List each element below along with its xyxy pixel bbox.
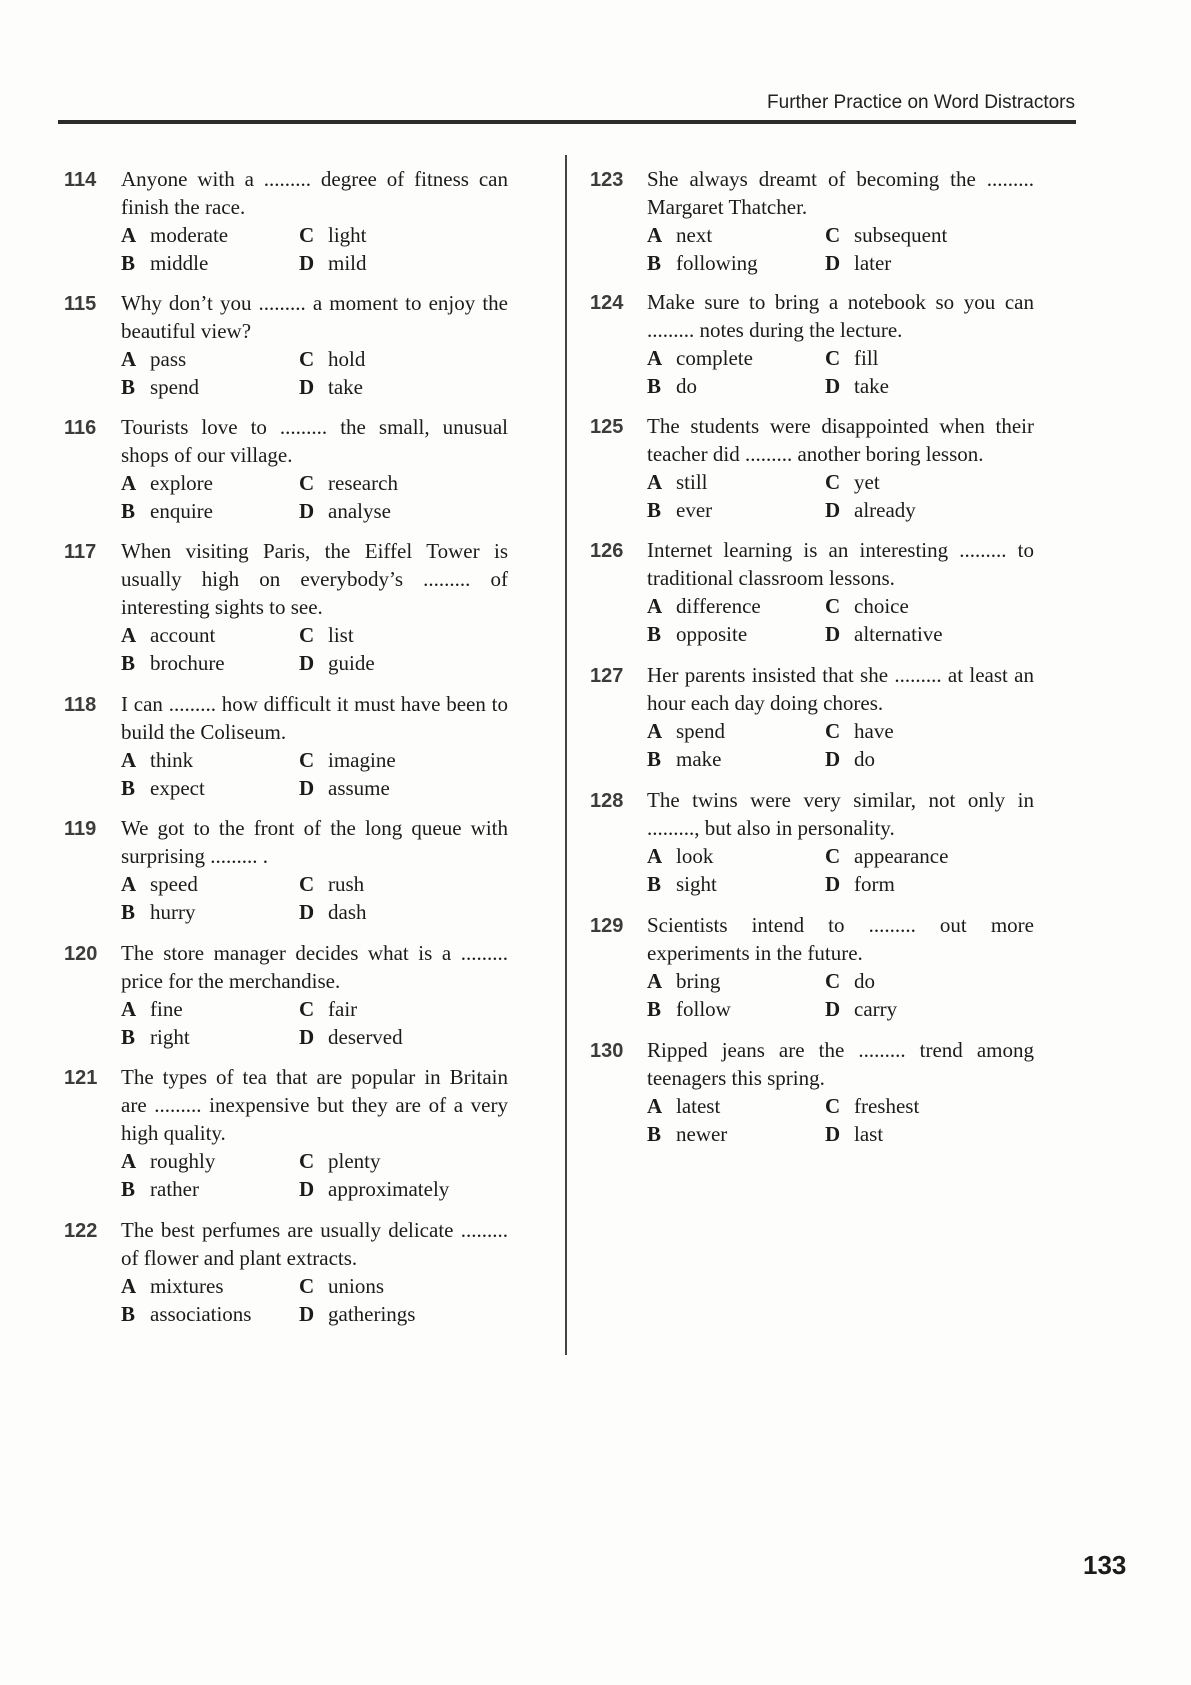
option-letter: A [121,347,137,371]
option-letter: B [121,1177,136,1201]
option-a [647,842,825,870]
option-letter: A [121,223,137,247]
option-letter: C [299,872,315,896]
option-b [647,372,825,400]
option-letter: B [121,251,136,275]
option-text: spend [150,375,199,399]
option-letter: B [121,776,136,800]
option-c [825,221,1055,249]
option-d [299,373,529,401]
left-column [64,153,508,1328]
option-text: rush [328,872,365,896]
option-text: yet [854,470,880,494]
option-b [647,995,825,1023]
option-d [299,649,529,677]
question-126 [590,536,1034,648]
option-letter: A [121,1149,137,1173]
option-letter: A [121,623,137,647]
option-letter: C [825,844,841,868]
question-118 [64,690,508,802]
option-text: list [328,623,354,647]
option-a [121,1147,299,1175]
option-letter: A [121,872,137,896]
option-letter: D [825,1122,841,1146]
option-text: look [676,844,714,868]
option-c [299,1147,529,1175]
option-letter: D [825,374,841,398]
question-122 [64,1216,508,1328]
question-number: 116 [64,417,97,439]
option-c [299,221,529,249]
question-stem: When visiting Paris, the Eiffel Tower is usually high on everybody’s ......... of interesting sights to see. [121,539,508,619]
question-number: 118 [64,694,97,716]
option-text: later [854,251,892,275]
option-c [825,592,1055,620]
option-text: dash [328,900,367,924]
question-number: 126 [590,540,624,562]
option-letter: B [647,997,662,1021]
option-letter: D [299,375,315,399]
question-number: 129 [590,915,624,937]
option-text: do [676,374,697,398]
question-128 [590,786,1034,898]
option-a [647,468,825,496]
option-letter: C [299,223,315,247]
option-b [647,496,825,524]
option-b [121,774,299,802]
page-number: 133 [1083,1550,1127,1580]
answer-options [647,221,1034,277]
option-text: rather [150,1177,199,1201]
question-stem: The store manager decides what is a ......... price for the merchandise. [121,941,508,993]
option-text: spend [676,719,725,743]
option-b [121,649,299,677]
option-text: make [676,747,722,771]
option-letter: B [121,1302,136,1326]
option-d [299,249,529,277]
answer-options [121,345,508,401]
question-number: 115 [64,293,97,315]
option-letter: B [647,747,662,771]
option-letter: D [299,1177,315,1201]
option-c [825,967,1055,995]
option-letter: C [825,346,841,370]
option-letter: D [825,747,841,771]
running-head: Further Practice on Word Distractors [767,92,1075,113]
option-c [299,746,529,774]
question-120 [64,939,508,1051]
answer-options [647,1092,1034,1148]
option-text: right [150,1025,190,1049]
option-letter: D [825,251,841,275]
question-stem: She always dreamt of becoming the ......... Margaret Thatcher. [647,167,1034,219]
option-b [121,1023,299,1051]
option-text: brochure [150,651,225,675]
option-text: explore [150,471,213,495]
option-c [825,468,1055,496]
option-d [825,1120,1055,1148]
option-text: research [328,471,398,495]
question-number: 127 [590,665,624,687]
option-text: account [150,623,216,647]
question-130 [590,1036,1034,1148]
option-text: assume [328,776,390,800]
option-d [299,774,529,802]
option-text: ever [676,498,713,522]
answer-options [647,717,1034,773]
answer-options [121,221,508,277]
option-letter: C [299,623,315,647]
option-letter: B [647,498,662,522]
option-letter: C [825,223,841,247]
option-letter: D [299,776,315,800]
answer-options [121,469,508,525]
option-d [299,1175,529,1203]
option-text: associations [150,1302,252,1326]
header-rule [58,120,1076,124]
option-text: already [854,498,916,522]
option-a [121,621,299,649]
option-b [121,1300,299,1328]
question-stem: The students were disappointed when their teacher did ......... another boring lesson. [647,414,1034,466]
answer-options [121,870,508,926]
question-stem: The twins were very similar, not only in ........., but also in personality. [647,788,1034,840]
option-text: bring [676,969,721,993]
option-letter: D [825,622,841,646]
option-letter: B [647,1122,662,1146]
option-d [299,497,529,525]
option-letter: B [121,1025,136,1049]
option-b [121,249,299,277]
question-stem: Anyone with a ......... degree of fitness can finish the race. [121,167,508,219]
option-letter: C [825,594,841,618]
question-number: 125 [590,416,624,438]
option-b [121,898,299,926]
option-letter: A [121,471,137,495]
option-text: fill [854,346,879,370]
question-119 [64,814,508,926]
option-letter: D [299,499,315,523]
option-letter: B [121,499,136,523]
option-b [647,620,825,648]
option-text: pass [150,347,187,371]
option-letter: B [647,374,662,398]
option-letter: D [299,251,315,275]
answer-options [121,1272,508,1328]
option-a [647,344,825,372]
question-number: 122 [64,1220,98,1242]
option-a [647,967,825,995]
option-text: hurry [150,900,196,924]
option-d [299,1023,529,1051]
option-b [121,373,299,401]
question-stem: Ripped jeans are the ......... trend among teenagers this spring. [647,1038,1034,1090]
option-letter: B [647,251,662,275]
option-text: do [854,747,875,771]
option-b [121,497,299,525]
option-letter: B [121,900,136,924]
answer-options [121,746,508,802]
option-letter: C [825,719,841,743]
question-117 [64,537,508,677]
option-b [647,249,825,277]
question-stem: Scientists intend to ......... out more experiments in the future. [647,913,1034,965]
option-letter: D [299,900,315,924]
option-letter: A [647,1094,663,1118]
answer-options [647,592,1034,648]
option-text: alternative [854,622,943,646]
option-letter: A [647,470,663,494]
option-text: newer [676,1122,728,1146]
option-letter: A [647,223,663,247]
question-number: 123 [590,169,624,191]
answer-options [647,344,1034,400]
option-letter: C [825,1094,841,1118]
option-d [825,372,1055,400]
option-letter: B [647,872,662,896]
option-letter: A [647,346,663,370]
option-d [299,898,529,926]
answer-options [121,1147,508,1203]
option-text: appearance [854,844,949,868]
option-text: next [676,223,713,247]
answer-options [121,621,508,677]
option-letter: B [121,375,136,399]
option-a [121,221,299,249]
option-b [121,1175,299,1203]
column-divider [565,155,567,1355]
option-a [647,221,825,249]
option-letter: A [121,997,137,1021]
option-c [299,870,529,898]
option-b [647,745,825,773]
answer-options [647,468,1034,524]
question-number: 124 [590,292,624,314]
option-letter: C [299,1149,315,1173]
question-115 [64,289,508,401]
option-c [299,469,529,497]
answer-options [121,995,508,1051]
option-c [299,345,529,373]
option-c [299,621,529,649]
option-letter: A [121,748,137,772]
option-letter: C [825,470,841,494]
question-stem: We got to the front of the long queue with surprising ......... . [121,816,508,868]
option-text: difference [676,594,761,618]
option-c [825,344,1055,372]
option-letter: D [299,651,315,675]
question-stem: The best perfumes are usually delicate ......... of flower and plant extracts. [121,1218,508,1270]
question-stem: Her parents insisted that she ......... at least an hour each day doing chores. [647,663,1034,715]
question-123 [590,165,1034,277]
option-letter: B [121,651,136,675]
option-text: carry [854,997,898,1021]
option-text: imagine [328,748,396,772]
question-127 [590,661,1034,773]
option-c [299,995,529,1023]
option-a [121,345,299,373]
option-a [647,592,825,620]
option-text: subsequent [854,223,948,247]
option-text: deserved [328,1025,403,1049]
option-text: complete [676,346,753,370]
option-text: still [676,470,708,494]
question-stem: Tourists love to ......... the small, unusual shops of our village. [121,415,508,467]
option-text: sight [676,872,717,896]
question-number: 114 [64,169,97,191]
option-letter: C [299,347,315,371]
option-text: choice [854,594,909,618]
option-d [825,249,1055,277]
question-121 [64,1063,508,1203]
option-text: form [854,872,895,896]
option-text: opposite [676,622,748,646]
option-text: expect [150,776,205,800]
option-letter: D [825,997,841,1021]
option-text: follow [676,997,731,1021]
option-letter: C [825,969,841,993]
option-letter: A [647,969,663,993]
option-text: roughly [150,1149,216,1173]
option-text: last [854,1122,884,1146]
option-letter: C [299,997,315,1021]
option-text: latest [676,1094,721,1118]
option-a [121,1272,299,1300]
option-letter: A [647,719,663,743]
question-number: 120 [64,943,98,965]
option-text: moderate [150,223,229,247]
option-c [299,1272,529,1300]
option-a [647,1092,825,1120]
question-stem: Why don’t you ......... a moment to enjoy the beautiful view? [121,291,508,343]
option-text: do [854,969,875,993]
option-letter: C [299,748,315,772]
option-text: approximately [328,1177,450,1201]
option-d [825,620,1055,648]
option-letter: D [299,1025,315,1049]
option-letter: C [299,1274,315,1298]
option-text: following [676,251,758,275]
option-letter: C [299,471,315,495]
option-letter: A [647,844,663,868]
option-d [299,1300,529,1328]
option-a [121,995,299,1023]
option-d [825,995,1055,1023]
option-text: freshest [854,1094,920,1118]
option-letter: D [825,498,841,522]
option-c [825,717,1055,745]
option-text: analyse [328,499,391,523]
option-text: enquire [150,499,213,523]
option-text: fair [328,997,358,1021]
option-letter: D [825,872,841,896]
right-column [590,153,1034,1148]
option-text: fine [150,997,183,1021]
option-text: take [854,374,889,398]
question-stem: Make sure to bring a notebook so you can ......... notes during the lecture. [647,290,1034,342]
option-letter: B [647,622,662,646]
question-116 [64,413,508,525]
option-a [121,469,299,497]
option-c [825,842,1055,870]
question-number: 121 [64,1067,98,1089]
question-stem: I can ......... how difficult it must have been to build the Coliseum. [121,692,508,744]
question-129 [590,911,1034,1023]
option-text: think [150,748,194,772]
option-text: mixtures [150,1274,224,1298]
option-text: plenty [328,1149,381,1173]
option-a [121,870,299,898]
question-125 [590,412,1034,524]
option-d [825,745,1055,773]
option-letter: A [121,1274,137,1298]
option-d [825,870,1055,898]
question-number: 130 [590,1040,624,1062]
option-text: hold [328,347,366,371]
option-letter: D [299,1302,315,1326]
option-text: guide [328,651,375,675]
option-b [647,1120,825,1148]
option-text: take [328,375,363,399]
option-text: have [854,719,894,743]
option-a [121,746,299,774]
option-c [825,1092,1055,1120]
option-text: unions [328,1274,385,1298]
option-text: speed [150,872,198,896]
question-114 [64,165,508,277]
question-number: 119 [64,818,97,840]
option-a [647,717,825,745]
question-stem: Internet learning is an interesting ......... to traditional classroom lessons. [647,538,1034,590]
option-d [825,496,1055,524]
option-letter: A [647,594,663,618]
question-number: 128 [590,790,624,812]
question-stem: The types of tea that are popular in Britain are ......... inexpensive but they are of a very high quality. [121,1065,508,1145]
answer-options [647,967,1034,1023]
question-number: 117 [64,541,97,563]
answer-options [647,842,1034,898]
option-text: gatherings [328,1302,416,1326]
question-124 [590,288,1034,400]
option-text: mild [328,251,367,275]
option-text: light [328,223,367,247]
option-text: middle [150,251,209,275]
option-b [647,870,825,898]
